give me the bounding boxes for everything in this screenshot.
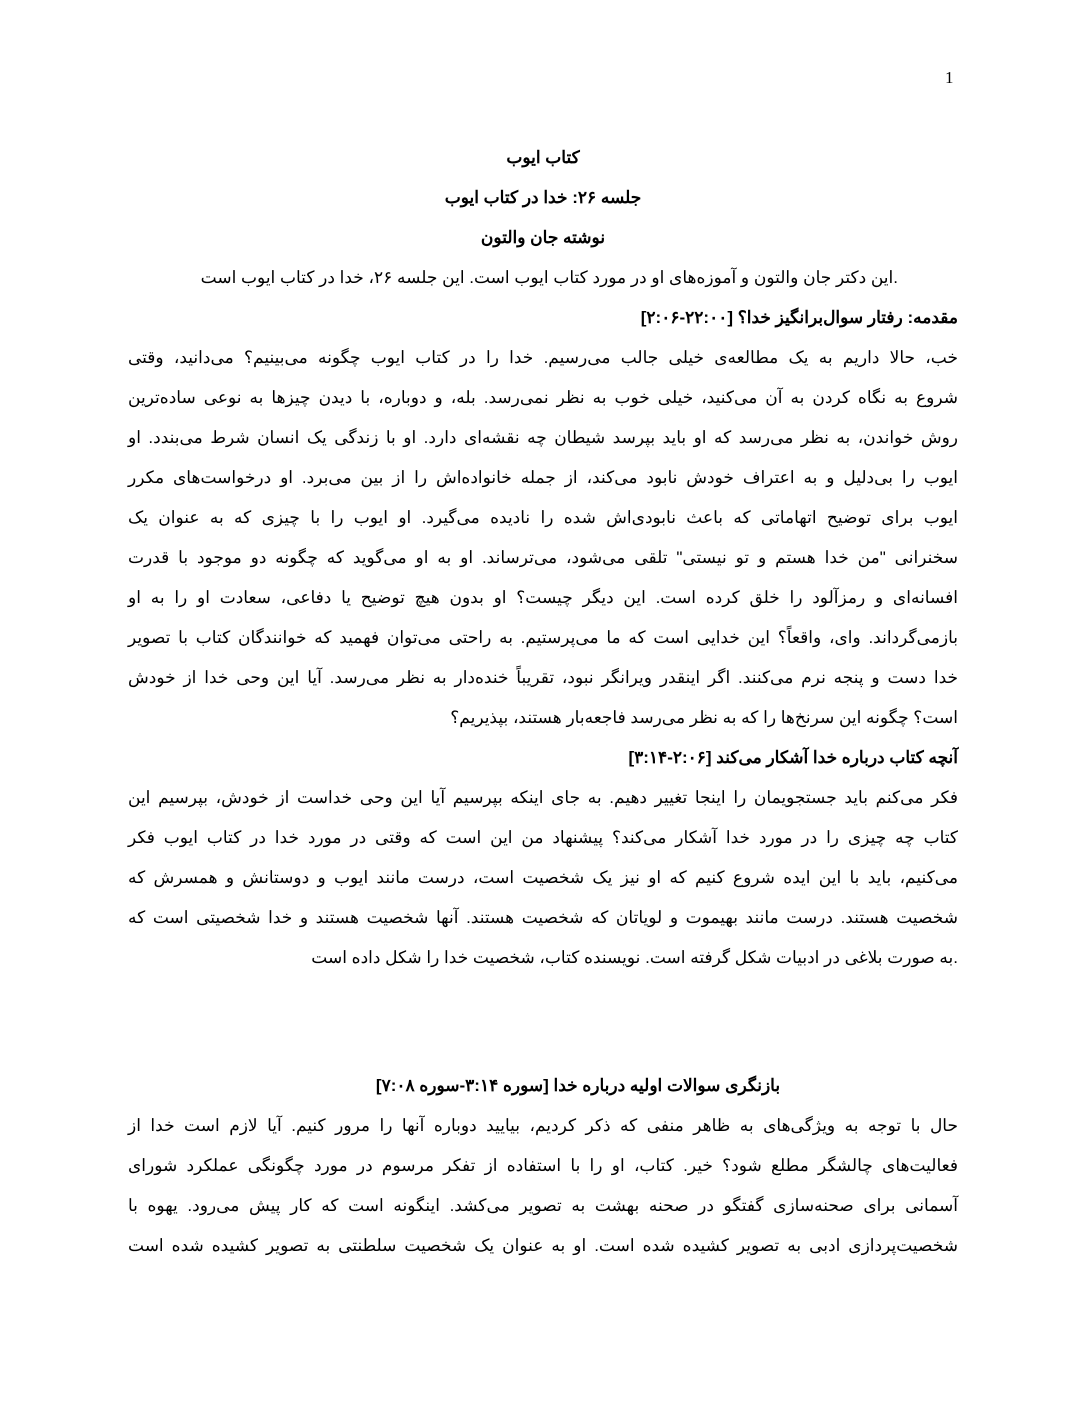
- paragraph-line: فکر می‌کنم باید جستجویمان را اینجا تغییر دهیم. به جای اینکه بپرسیم آیا این وحی خداست از خودش، بپرسیم این: [128, 788, 958, 807]
- section-heading-introduction: مقدمه: رفتار سوال‌برانگیز خدا؟ [۲۲:۰۰-۲:۰۶]: [640, 308, 958, 327]
- paragraph-line: است؟ چگونه این سرنخ‌ها را که به نظر می‌رسد فاجعه‌بار هستند، بپذیریم؟: [450, 708, 958, 727]
- session-title: جلسه ۲۶: خدا در کتاب ایوب: [444, 188, 642, 207]
- paragraph-line: شروع به نگاه کردن به آن می‌کنید، خیلی خوب به نظر نمی‌رسد. بله، و دوباره، با دیدن چیزها به نوعی ساده‌ترین: [128, 388, 958, 407]
- intro-paragraph: .این دکتر جان والتون و آموزه‌های او در مورد کتاب ایوب است. این جلسه ۲۶، خدا در کتاب ایوب است: [200, 268, 898, 287]
- section-spacer: [128, 982, 958, 1070]
- section-paragraph-introduction: [128, 342, 958, 742]
- section-heading-revisiting-questions: بازنگری سوالات اولیه درباره خدا [سوره ۳:۱۴-سوره ۷:۰۸]: [375, 1076, 781, 1095]
- paragraph-line: کتاب چه چیزی را در مورد خدا آشکار می‌کند؟ پیشنهاد من این است که وقتی در مورد خدا در کتاب ایوب فکر: [128, 828, 958, 847]
- paragraph-line: فعالیت‌های چالشگر مطلع شود؟ خیر. کتاب، او را با استفاده از تفکر مرسوم در مورد چگونگی عملکرد شورای: [128, 1156, 958, 1175]
- paragraph-line: ایوب را بی‌دلیل و به اعتراف خودش نابود می‌کند، از جمله خانواده‌اش را از بین می‌برد. او درخواست‌های مکرر: [128, 468, 958, 487]
- paragraph-line: می‌کنیم، باید با این ایده شروع کنیم که او نیز یک شخصیت است، درست مانند ایوب و دوستانش و همسرش که: [128, 868, 958, 887]
- section-paragraph-revisiting-questions: [128, 1110, 958, 1270]
- book-title: کتاب ایوب: [506, 148, 580, 167]
- section-heading-what-book-reveals: آنچه کتاب درباره خدا آشکار می‌کند [۲:۰۶-۳:۱۴]: [628, 748, 958, 767]
- paragraph-line: افسانه‌ای و رمزآلود را خلق کرده است. این دیگر چیست؟ او بدون هیچ توضیح یا دفاعی، سعادت او را به او: [128, 588, 958, 607]
- paragraph-line: حال با توجه به ویژگی‌های به ظاهر منفی که ذکر کردیم، بیایید دوباره آنها را مرور کنیم. آیا لازم است خدا از: [128, 1116, 958, 1135]
- paragraph-line: شخصیت‌پردازی ادبی به تصویر کشیده شده است. او به عنوان یک شخصیت سلطنتی به تصویر کشیده شده است: [128, 1236, 958, 1255]
- section-paragraph-what-book-reveals: [128, 782, 958, 982]
- paragraph-line: روش خواندن، به نظر می‌رسد که او باید بپرسد شیطان چه نقشه‌ای دارد. او با زندگی یک انسان شرط می‌بندد. او: [128, 428, 958, 447]
- paragraph-line: خب، حالا داریم به یک مطالعه‌ی خیلی جالب می‌رسیم. خدا را در کتاب ایوب چگونه می‌بینیم؟ می‌دانید، وقتی: [128, 348, 958, 367]
- paragraph-line: شخصیت هستند. درست مانند بهیموت و لویاتان که شخصیت هستند. آنها شخصیت هستند و خدا شخصیتی است که: [128, 908, 958, 927]
- document-body: [128, 142, 958, 1270]
- paragraph-line: آسمانی برای صحنه‌سازی گفتگو در صحنه بهشت به تصویر می‌کشد. اینگونه است که کار پیش می‌رود. یهوه با: [128, 1196, 958, 1215]
- paragraph-line: سخنرانی "من خدا هستم و تو نیستی" تلقی می‌شود، می‌ترساند. او به او می‌گوید که چگونه دو موجود با قدرت: [128, 548, 958, 567]
- paragraph-line: .به صورت بلاغی در ادبیات شکل گرفته است. نویسنده کتاب، شخصیت خدا را شکل داده است: [311, 948, 958, 967]
- paragraph-line: ایوب برای توضیح اتهاماتی که باعث نابودی‌اش شده را نادیده می‌گیرد. او ایوب را با چیزی که به عنوان یک: [128, 508, 958, 527]
- author-line: نوشته جان والتون: [480, 228, 606, 247]
- page-number: 1: [945, 68, 954, 87]
- paragraph-line: بازمی‌گرداند. وای، واقعاً؟ این خدایی است که ما می‌پرستیم. به راحتی می‌توان فهمید که خوانندگان کتاب با تصویر: [128, 628, 958, 647]
- paragraph-line: خدا دست و پنجه نرم می‌کنند. اگر اینقدر ویرانگر نبود، تقریباً خنده‌دار به نظر می‌رسد. آیا این وحی خدا از خودش: [128, 668, 958, 687]
